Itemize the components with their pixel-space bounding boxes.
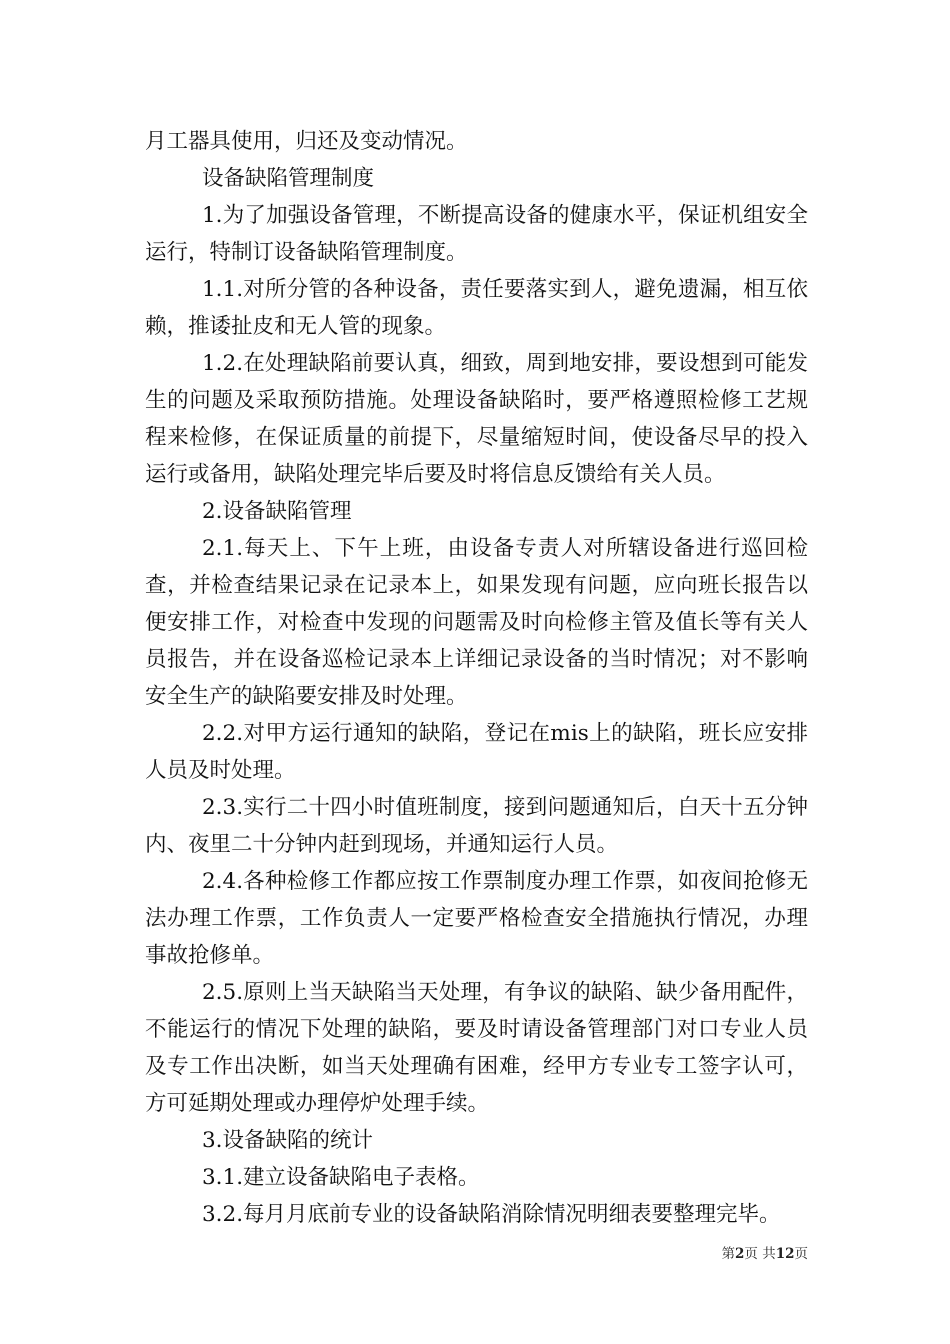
paragraph-2-1: 2.1.每天上、下午上班，由设备专责人对所辖设备进行巡回检查，并检查结果记录在记录本上，如果发现有问题，应向班长报告以便安排工作，对检查中发现的问题需及时向检修主管及值长等有关人员报告，并在设备巡检记录本上详细记录设备的当时情况；对不影响安全生产的缺陷要安排及时处理。 bbox=[145, 536, 808, 709]
paragraph-2-5: 2.5.原则上当天缺陷当天处理，有争议的缺陷、缺少备用配件，不能运行的情况下处理的缺陷，要及时请设备管理部门对口专业人员及专工作出决断，如当天处理确有困难，经甲方专业专工签字认可，方可延期处理或办理停炉处理手续。 bbox=[145, 980, 808, 1116]
paragraph-1-2: 1.2.在处理缺陷前要认真，细致，周到地安排，要设想到可能发生的问题及采取预防措施。处理设备缺陷时，要严格遵照检修工艺规程来检修，在保证质量的前提下，尽量缩短时间，使设备尽早的投入运行或备用，缺陷处理完毕后要及时将信息反馈给有关人员。 bbox=[145, 351, 808, 487]
paragraph-1: 1.为了加强设备管理，不断提高设备的健康水平，保证机组安全运行，特制订设备缺陷管理制度。 bbox=[145, 203, 808, 265]
page-footer bbox=[655, 1245, 808, 1263]
paragraph-1-1: 1.1.对所分管的各种设备，责任要落实到人，避免遗漏，相互依赖，推诿扯皮和无人管的现象。 bbox=[145, 277, 808, 339]
footer-suffix: 页 bbox=[794, 1246, 808, 1262]
document-body bbox=[145, 123, 808, 1233]
footer-middle: 页 共 bbox=[744, 1246, 776, 1262]
section-title-defect-management: 设备缺陷管理制度 bbox=[202, 166, 375, 191]
footer-total-pages: 12 bbox=[775, 1246, 795, 1262]
footer-current-page: 2 bbox=[735, 1246, 745, 1262]
paragraph-2-4: 2.4.各种检修工作都应按工作票制度办理工作票，如夜间抢修无法办理工作票，工作负责人一定要严格检查安全措施执行情况，办理事故抢修单。 bbox=[145, 869, 808, 968]
heading-3: 3.设备缺陷的统计 bbox=[202, 1128, 374, 1153]
paragraph-continuation: 月工器具使用，归还及变动情况。 bbox=[145, 129, 468, 154]
heading-2: 2.设备缺陷管理 bbox=[202, 499, 352, 524]
paragraph-2-3: 2.3.实行二十四小时值班制度，接到问题通知后，白天十五分钟内、夜里二十分钟内赶到现场，并通知运行人员。 bbox=[145, 795, 808, 857]
footer-prefix: 第 bbox=[721, 1246, 735, 1262]
paragraph-3-2: 3.2.每月月底前专业的设备缺陷消除情况明细表要整理完毕。 bbox=[202, 1202, 781, 1227]
paragraph-2-2: 2.2.对甲方运行通知的缺陷，登记在mis上的缺陷，班长应安排人员及时处理。 bbox=[145, 721, 808, 783]
paragraph-3-1: 3.1.建立设备缺陷电子表格。 bbox=[202, 1165, 480, 1190]
